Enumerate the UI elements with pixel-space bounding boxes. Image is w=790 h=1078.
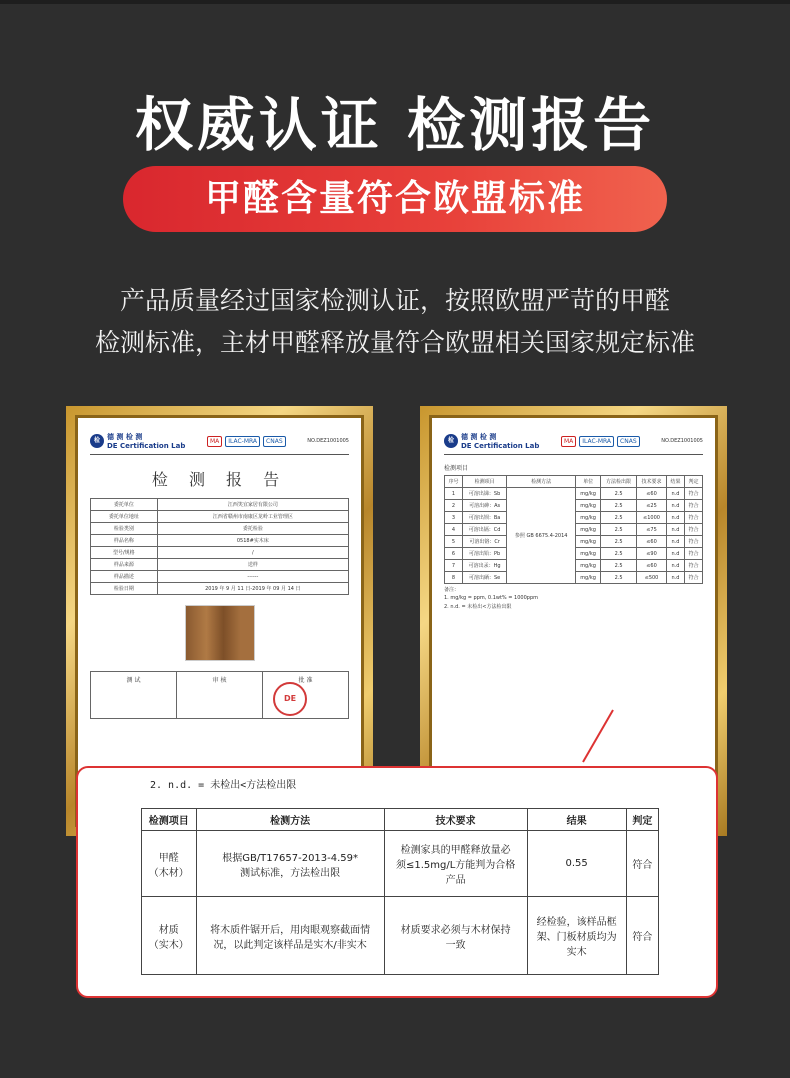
table-header-row — [445, 476, 703, 488]
cell: ≤90 — [637, 548, 667, 560]
cell: 检测家具的甲醛释放量必 须≤1.5mg/L方能判为合格 产品 — [384, 831, 527, 897]
accreditation-marks — [207, 436, 286, 447]
field-value: 江西笑宜家居有限公司 — [157, 499, 348, 511]
column-header: 序号 — [445, 476, 463, 488]
cell: 8 — [445, 572, 463, 584]
description — [0, 280, 790, 364]
cell: mg/kg — [576, 548, 601, 560]
field-label: 委托单位 — [91, 499, 158, 511]
cell: 可溶出铅：Pb — [462, 548, 506, 560]
sign-label: 审 核 — [212, 677, 227, 684]
section-label: 检测项目 — [444, 465, 469, 472]
cell: 可溶出汞：Hg — [462, 560, 506, 572]
cell: n.d — [666, 524, 684, 536]
cell: 2 — [445, 500, 463, 512]
sign-approve — [263, 672, 348, 718]
cnas-mark: CNAS — [263, 436, 286, 447]
table-row — [91, 499, 349, 511]
cell: 符合 — [684, 536, 702, 548]
lab-logo-icon: 检 — [90, 434, 104, 448]
product-photo — [185, 605, 255, 661]
cell: 2.5 — [601, 512, 637, 524]
description-line-2: 检测标准，主材甲醛释放量符合欧盟相关国家规定标准 — [94, 328, 695, 357]
field-value: / — [157, 547, 348, 559]
cell: 符合 — [684, 488, 702, 500]
cell: 可溶出硒：Se — [462, 572, 506, 584]
column-header: 检测方法 — [196, 809, 384, 831]
cert-header — [90, 432, 349, 455]
cert2-header — [444, 432, 703, 455]
zoom-note: 2. n.d. = 未检出<方法检出限 — [150, 780, 297, 791]
table-row — [91, 559, 349, 571]
cell: mg/kg — [576, 524, 601, 536]
cell: 2.5 — [601, 488, 637, 500]
sign-label: 测 试 — [126, 677, 141, 684]
cell: 经检验，该样品框 架、门板材质均为 实木 — [527, 897, 626, 975]
field-value: 送样 — [157, 559, 348, 571]
table-row — [91, 511, 349, 523]
cell: 材质要求必须与木材保持 一致 — [384, 897, 527, 975]
sign-test — [91, 672, 177, 718]
formaldehyde-table — [141, 808, 659, 975]
cell: 2.5 — [601, 500, 637, 512]
ma-mark: MA — [561, 436, 576, 447]
cell: 2.5 — [601, 536, 637, 548]
column-header: 检测方法 — [507, 476, 576, 488]
cell: 可溶出镉：Cd — [462, 524, 506, 536]
cell: 符合 — [626, 831, 658, 897]
cell: ≤500 — [637, 572, 667, 584]
column-header: 判定 — [626, 809, 658, 831]
cell: 符合 — [684, 524, 702, 536]
cell: mg/kg — [576, 560, 601, 572]
note-line: 2. n.d. = 未检出<方法检出限 — [444, 604, 512, 610]
table-row — [91, 535, 349, 547]
stamp-icon: DE — [273, 682, 307, 716]
cell: mg/kg — [576, 500, 601, 512]
note-line: 1. mg/kg = ppm, 0.1wt% = 1000ppm — [444, 595, 538, 601]
cell: 符合 — [684, 572, 702, 584]
column-header: 检测项目 — [142, 809, 197, 831]
field-label: 检验日期 — [91, 583, 158, 595]
sign-label: 批 准 — [298, 677, 313, 684]
cell: 2.5 — [601, 572, 637, 584]
cell: ≤60 — [637, 488, 667, 500]
lab-logo — [90, 432, 185, 450]
lab-logo-icon: 检 — [444, 434, 458, 448]
cell: 将木质件锯开后，用肉眼观察截面情 况，以此判定该样品是实木/非实木 — [196, 897, 384, 975]
field-value: 委托检验 — [157, 523, 348, 535]
cell: n.d — [666, 572, 684, 584]
description-line-1: 产品质量经过国家检测认证，按照欧盟严苛的甲醛 — [119, 286, 670, 315]
cell: 符合 — [684, 560, 702, 572]
field-label: 检验类别 — [91, 523, 158, 535]
field-label: 委托单位地址 — [91, 511, 158, 523]
ilac-mark: ILAC-MRA — [225, 436, 260, 447]
banner-pill: 甲醛含量符合欧盟标准 — [123, 166, 667, 232]
cell: 根据GB/T17657-2013-4.59* 测试标准，方法检出限 — [196, 831, 384, 897]
field-value: 江西省赣州市南康区龙岭工业管理区 — [157, 511, 348, 523]
cell: 5 — [445, 536, 463, 548]
table-row — [91, 583, 349, 595]
table-row — [91, 523, 349, 535]
table-row — [91, 571, 349, 583]
cell: ≤1000 — [637, 512, 667, 524]
cell: 1 — [445, 488, 463, 500]
headline: 权威认证 检测报告 — [134, 91, 656, 159]
cnas-mark: CNAS — [617, 436, 640, 447]
report-number: NO.DEZ1001005 — [307, 438, 349, 444]
column-header: 判定 — [684, 476, 702, 488]
cell: ≤60 — [637, 536, 667, 548]
cell: 可溶出砷：As — [462, 500, 506, 512]
cell: 材质 （实木） — [142, 897, 197, 975]
cell: n.d — [666, 536, 684, 548]
table-header-row — [142, 809, 659, 831]
cell: 2.5 — [601, 560, 637, 572]
column-header: 单位 — [576, 476, 601, 488]
field-label: 型号/规格 — [91, 547, 158, 559]
field-label: 样品来源 — [91, 559, 158, 571]
lab-name-cn: 德 测 检 测 — [461, 433, 497, 441]
field-label: 样品描述 — [91, 571, 158, 583]
cell: n.d — [666, 512, 684, 524]
cell: mg/kg — [576, 536, 601, 548]
note-line: 备注： — [444, 587, 460, 593]
cell: n.d — [666, 548, 684, 560]
column-header: 结果 — [666, 476, 684, 488]
column-header: 结果 — [527, 809, 626, 831]
sign-review — [177, 672, 263, 718]
table-row — [142, 831, 659, 897]
method-cell: 参照 GB 6675.4-2014 — [507, 488, 576, 584]
cell: 0.55 — [527, 831, 626, 897]
cell: 可溶出锑：Sb — [462, 488, 506, 500]
cell: ≤25 — [637, 500, 667, 512]
report-title: 检 测 报 告 — [151, 470, 288, 489]
cell: 2.5 — [601, 524, 637, 536]
top-bar — [0, 0, 790, 4]
cell: n.d — [666, 500, 684, 512]
column-header: 技术要求 — [384, 809, 527, 831]
cell: 符合 — [684, 512, 702, 524]
cell: 符合 — [684, 548, 702, 560]
column-header: 检测项目 — [462, 476, 506, 488]
ilac-mark: ILAC-MRA — [579, 436, 614, 447]
cell: mg/kg — [576, 512, 601, 524]
field-value: ------ — [157, 571, 348, 583]
cell: 甲醛 （木材） — [142, 831, 197, 897]
cell: 4 — [445, 524, 463, 536]
cell: 可溶出钡：Ba — [462, 512, 506, 524]
zoom-detail-card — [76, 766, 718, 998]
cell: 2.5 — [601, 548, 637, 560]
lab-name-en: DE Certification Lab — [461, 442, 540, 450]
field-label: 样品名称 — [91, 535, 158, 547]
lab-name-cn: 德 测 检 测 — [107, 433, 143, 441]
cell: ≤75 — [637, 524, 667, 536]
cell: 6 — [445, 548, 463, 560]
accreditation-marks — [561, 436, 640, 447]
field-value: 0518#实木床 — [157, 535, 348, 547]
cell: ≤60 — [637, 560, 667, 572]
heavy-metal-table — [444, 475, 703, 584]
cell: mg/kg — [576, 488, 601, 500]
cell: 7 — [445, 560, 463, 572]
lab-name-en: DE Certification Lab — [107, 442, 186, 450]
table-row — [142, 897, 659, 975]
cell: n.d — [666, 488, 684, 500]
table-row — [91, 547, 349, 559]
column-header: 方法检出限 — [601, 476, 637, 488]
cell: n.d — [666, 560, 684, 572]
cell: 符合 — [684, 500, 702, 512]
field-value: 2019 年 9 月 11 日-2019 年 09 月 14 日 — [157, 583, 348, 595]
ma-mark: MA — [207, 436, 222, 447]
report-info-table — [90, 498, 349, 595]
signature-row — [90, 671, 349, 719]
report-number: NO.DEZ1001005 — [661, 438, 703, 444]
cell: 3 — [445, 512, 463, 524]
table-row — [445, 488, 703, 500]
column-header: 技术要求 — [637, 476, 667, 488]
cell: 符合 — [626, 897, 658, 975]
lab-logo-2 — [444, 432, 539, 450]
cell: mg/kg — [576, 572, 601, 584]
cell: 可溶出铬：Cr — [462, 536, 506, 548]
